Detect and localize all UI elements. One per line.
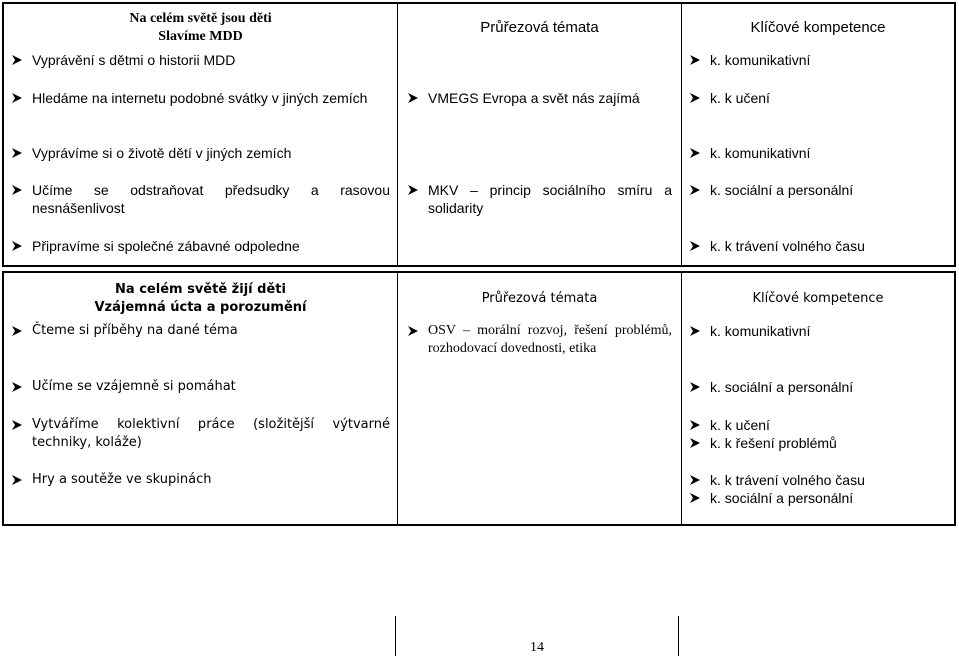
activity-item: Vytváříme kolektivní práce (složitější výtvarné techniky, koláže) bbox=[12, 416, 390, 452]
arrowhead-bullet-icon bbox=[690, 475, 700, 485]
arrowhead-bullet-icon bbox=[690, 55, 700, 65]
column-header-topic bbox=[4, 10, 397, 46]
activity-item: Hledáme na internetu podobné svátky v jiných zemích bbox=[12, 89, 390, 107]
arrowhead-bullet-icon bbox=[12, 148, 22, 158]
column-header-klicove-kompetence: Klíčové kompetence bbox=[752, 291, 884, 306]
topic-subtitle: Slavíme MDD bbox=[158, 29, 243, 44]
arrowhead-bullet-icon bbox=[690, 93, 700, 103]
column-header-topic bbox=[4, 281, 397, 317]
competence-item: k. komunikativní bbox=[690, 322, 950, 340]
arrowhead-bullet-icon bbox=[690, 241, 700, 251]
arrowhead-bullet-icon bbox=[12, 241, 22, 251]
competences-column bbox=[682, 273, 954, 524]
arrowhead-bullet-icon bbox=[12, 420, 22, 430]
competence-item: k. k trávení volného času bbox=[690, 237, 950, 255]
topic-subtitle: Vzájemná úcta a porozumění bbox=[94, 300, 307, 315]
competence-item: k. sociální a personální bbox=[690, 489, 950, 507]
activity-item: Učíme se vzájemně si pomáhat bbox=[12, 378, 390, 396]
competence-item: k. k učení bbox=[690, 89, 950, 107]
arrowhead-bullet-icon bbox=[408, 326, 418, 336]
competence-item: k. sociální a personální bbox=[690, 181, 950, 199]
page-number: 14 bbox=[530, 640, 544, 655]
competence-item: k. k učení bbox=[690, 416, 950, 434]
arrowhead-bullet-icon bbox=[690, 382, 700, 392]
activities-column bbox=[4, 273, 398, 524]
cross-topic-item: VMEGS Evropa a svět nás zajímá bbox=[408, 89, 672, 107]
arrowhead-bullet-icon bbox=[12, 475, 22, 485]
table-na-celem-svete-ziji-deti bbox=[2, 271, 956, 526]
arrowhead-bullet-icon bbox=[408, 185, 418, 195]
competence-item: k. komunikativní bbox=[690, 144, 950, 162]
activities-column bbox=[4, 4, 398, 265]
activity-item: Vyprávění s dětmi o historii MDD bbox=[12, 51, 390, 69]
competence-item: k. komunikativní bbox=[690, 51, 950, 69]
cross-curricular-column bbox=[398, 4, 682, 265]
cross-topic-item: MKV – princip sociálního smíru a solidarity bbox=[408, 181, 672, 217]
topic-title: Na celém světě žijí děti bbox=[115, 282, 286, 297]
competences-column bbox=[682, 4, 954, 265]
arrowhead-bullet-icon bbox=[690, 420, 700, 430]
column-header-klicove-kompetence: Klíčové kompetence bbox=[750, 19, 886, 36]
arrowhead-bullet-icon bbox=[12, 326, 22, 336]
arrowhead-bullet-icon bbox=[12, 55, 22, 65]
arrowhead-bullet-icon bbox=[12, 93, 22, 103]
competence-item: k. sociální a personální bbox=[690, 378, 950, 396]
column-header-prurezova-temata: Průřezová témata bbox=[481, 291, 598, 306]
activity-item: Učíme se odstraňovat předsudky a rasovou nesnášenlivost bbox=[12, 181, 390, 217]
competence-item: k. k řešení problémů bbox=[690, 434, 950, 452]
activity-item: Čteme si příběhy na dané téma bbox=[12, 322, 390, 340]
arrowhead-bullet-icon bbox=[690, 438, 700, 448]
arrowhead-bullet-icon bbox=[12, 382, 22, 392]
page-footer bbox=[395, 616, 679, 656]
arrowhead-bullet-icon bbox=[690, 148, 700, 158]
arrowhead-bullet-icon bbox=[408, 93, 418, 103]
cross-curricular-column bbox=[398, 273, 682, 524]
activity-item: Připravíme si společné zábavné odpoledne bbox=[12, 237, 390, 255]
arrowhead-bullet-icon bbox=[690, 185, 700, 195]
arrowhead-bullet-icon bbox=[690, 326, 700, 336]
competence-item: k. k trávení volného času bbox=[690, 471, 950, 489]
topic-title: Na celém světě jsou děti bbox=[129, 11, 272, 26]
table-na-celem-svete-jsou-deti bbox=[2, 2, 956, 267]
column-header-prurezova-temata: Průřezová témata bbox=[480, 19, 599, 36]
cross-topic-item: OSV – morální rozvoj, řešení problémů, rozhodovací dovednosti, etika bbox=[408, 322, 672, 358]
arrowhead-bullet-icon bbox=[690, 493, 700, 503]
activity-item: Hry a soutěže ve skupinách bbox=[12, 471, 390, 489]
arrowhead-bullet-icon bbox=[12, 185, 22, 195]
activity-item: Vyprávíme si o životě dětí v jiných zemích bbox=[12, 144, 390, 162]
